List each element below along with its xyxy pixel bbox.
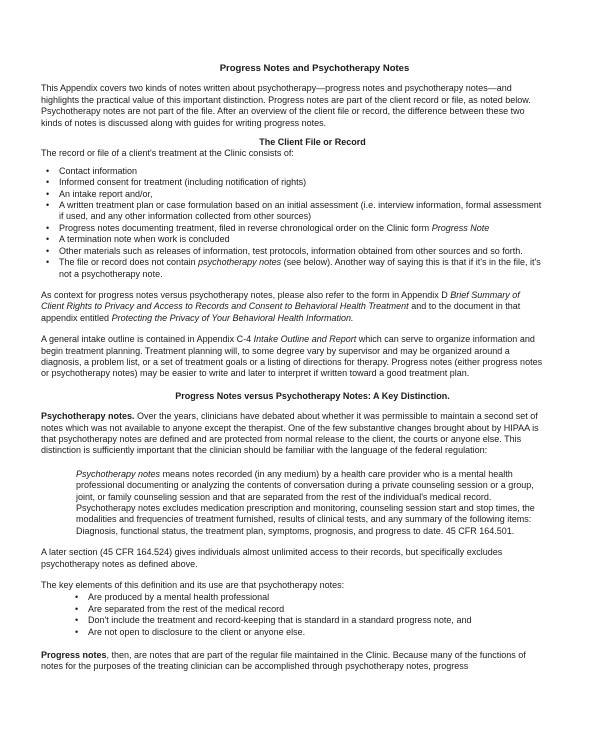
document-title: Progress Notes and Psychotherapy Notes (219, 63, 410, 74)
quote-term: Psychotherapy notes (76, 468, 161, 479)
progress-note-form-name: Progress Note (431, 222, 490, 233)
later-section-paragraph: A later section (45 CFR 164.524) gives individuals almost unlimited access to their records, but specifically excludes psychotherapy notes as defined above. (41, 547, 503, 569)
intake-paragraph (41, 334, 544, 380)
intake-pre: A general intake outline is contained in Appendix C-4 (41, 334, 254, 345)
context-ref2: Protecting the Privacy of Your Behavioral Health Information. (111, 312, 354, 323)
context-mid: and to the document in that appendix entitled (41, 301, 521, 323)
list-item: • Are separated from the rest of the medical record (75, 604, 544, 615)
intake-post: which can serve to organize information and begin treatment planning. Treatment planning will, to some degree vary by supervisor and may be organized around a diagnosis, a problem list, or a set of treatment goals or a listing of directions for therapy. Progress notes (either progress notes or psychotherapy notes) may be easier to write and later to interpret if written toward a good treatment plan. (41, 334, 543, 379)
list-item: • Don't include the treatment and record-keeping that is standard in a standard progress note, and (75, 615, 544, 626)
progress-notes-lead: Progress notes (41, 650, 107, 661)
list-item: • Are not open to disclosure to the client or anyone else. (75, 627, 544, 638)
psychotherapy-notes-text: Over the years, clinicians have debated about whether it was permissible to maintain a second set of notes which was not available to anyone except the therapist. One of the few substantive changes brought about by HIPAA is that psychotherapy notes are defined and are protected from normal release to the client, the courts or anyone else. This distinction is sufficiently important that the clinician should be familiar with the language of the federal regulation: (41, 411, 539, 456)
psychotherapy-notes-paragraph (41, 411, 544, 457)
list-item: • A termination note when work is concluded (46, 234, 544, 245)
last-item-term: psychotherapy notes (198, 257, 282, 268)
client-file-lead: The record or file of a client's treatment at the Clinic consists of: (41, 148, 294, 159)
client-file-list (46, 166, 544, 280)
client-file-heading: The Client File or Record (259, 137, 366, 148)
list-item: • A written treatment plan or case formulation based on an initial assessment (i.e. interview information, formal assessment if used, and any other information collected from other sources) (46, 200, 544, 223)
context-ref1: Brief Summary of Client Rights to Privacy and Access to Records and Consent to Behavioral Health Treatment (41, 289, 520, 312)
progress-notes-text: , then, are notes that are part of the regular file maintained in the Clinic. Because many of the functions of notes for the purposes of the treating clinician can be accomplished through psychotherapy notes, progress (41, 650, 526, 672)
list-item: • An intake report and/or, (46, 189, 544, 200)
intake-ref: Intake Outline and Report (253, 334, 357, 345)
key-distinction-heading: Progress Notes versus Psychotherapy Notes: A Key Distinction. (175, 390, 450, 401)
key-elements-lead: The key elements of this definition and its use are that psychotherapy notes: (41, 580, 345, 591)
last-item-post: (see below). Another way of saying this is that if it's in the file, it's not a psychotherapy note. (59, 257, 541, 279)
list-item: • Contact information (46, 166, 544, 177)
intro-paragraph: This Appendix covers two kinds of notes written about psychotherapy—progress notes and psychotherapy notes—and highlights the practical value of this important distinction. Progress notes are part of the client record or file, as noted below. Psychotherapy notes are not part of the file. After an overview of the client file or record, the difference between these two kinds of notes is discussed along with guides for writing progress notes. (41, 83, 531, 128)
regulation-quote (41, 469, 544, 537)
key-elements-list (75, 592, 544, 638)
list-item: • Informed consent for treatment (including notification of rights) (46, 177, 544, 188)
list-item: • Are produced by a mental health professional (75, 592, 544, 603)
psychotherapy-notes-lead: Psychotherapy notes. (41, 411, 135, 422)
quote-text: means notes recorded (in any medium) by a health care provider who is a mental health professional documenting or analyzing the contents of conversation during a private counseling session or a group, joint, or family counseling session and that are separated from the rest of the individual's medical record. Psychotherapy notes excludes medication prescription and monitoring, counseling session start and stop times, the modalities and frequencies of treatment furnished, results of clinical tests, and any summary of the following items: Diagnosis, functional status, the treatment plan, symptoms, prognosis, and progress to date. 45 CFR 164.501. (76, 468, 535, 536)
progress-notes-paragraph (41, 650, 544, 673)
list-item (46, 223, 544, 234)
list-item (46, 257, 544, 280)
last-item-pre: The file or record does not contain (59, 257, 199, 268)
context-pre: As context for progress notes versus psychotherapy notes, please also refer to the form in Appendix D (41, 289, 451, 300)
list-item: • Other materials such as releases of information, test protocols, information obtained from other sources and so forth. (46, 246, 544, 257)
context-paragraph (41, 290, 544, 324)
progress-item-text: Progress notes documenting treatment, filed in reverse chronological order on the Clinic form (59, 222, 432, 233)
